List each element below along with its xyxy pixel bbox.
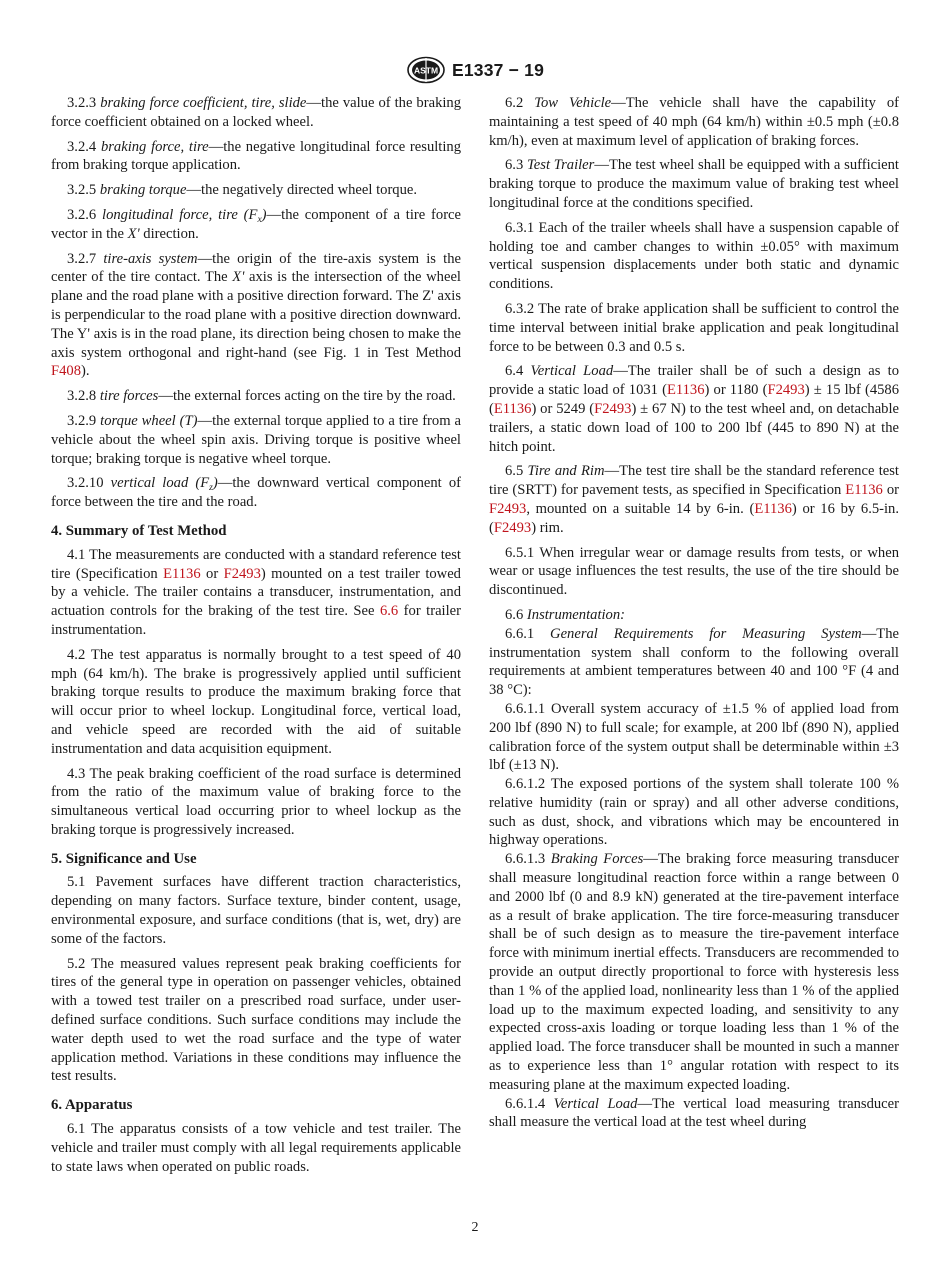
reference-link[interactable]: E1136 <box>163 565 201 582</box>
paragraph-6-5-1: 6.5.1 When irregular wear or damage results from tests, or when wear or usage influences the test results, the use of the tire should be discontinued. <box>489 544 899 599</box>
term: tire-axis system <box>103 250 198 267</box>
paragraph-6-3-1: 6.3.1 Each of the trailer wheels shall have a suspension capable of holding toe and camber changes to within ±0.05° with maximum vertical suspension displacements under both static and dynamic conditions. <box>489 219 899 293</box>
paragraph-3-2-7: 3.2.7 tire-axis system—the origin of the tire-axis system is the center of the tire contact. The X' axis is the intersection of the wheel plane and the road plane with a positive direction forward. The Z' axis is perpendicular to the road plane with a positive direction downward. The Y' axis is in the road plane, its direction being chosen to make the axis system orthogonal and right-hand (see Fig. 1 in Test Method F408). <box>51 250 461 380</box>
section-heading-5: 5. Significance and Use <box>51 850 197 867</box>
paragraph-5-2: 5.2 The measured values represent peak braking coefficients for tires of the general type in operation on passenger vehicles, obtained with a towed test trailer on a prescribed road surface, under user-defined surface conditions. Such surface conditions may include the water depth used to wet the road surface and the type of water application method. Variations in these conditions may influence the test results. <box>51 955 461 1085</box>
paragraph-5-1: 5.1 Pavement surfaces have different traction characteristics, depending on many factors. Surface texture, binder content, usage, environmental exposure, and surface conditions (that is, wet, dry) are some of the factors. <box>51 874 461 947</box>
term: braking force, tire <box>100 138 209 155</box>
paragraph-3-2-8: 3.2.8 tire forces—the external forces acting on the tire by the road. <box>67 388 456 405</box>
term: Tow Vehicle <box>534 95 612 111</box>
reference-link[interactable]: F2493 <box>767 382 805 399</box>
paragraph-3-2-5: 3.2.5 braking torque—the negatively directed wheel torque. <box>67 182 418 199</box>
paragraph-3-2-6: 3.2.6 longitudinal force, tire $(F_x)—the$ component of a tire force vector in the X' direction. <box>51 206 462 242</box>
paragraph-4-2: 4.2 The test apparatus is normally brought to a test speed of 40 mph (64 km/h). The brake is progressively applied until sufficient braking torque results to produce the maximum braking force that will occur prior to wheel lockup. Longitudinal force, vertical load, and vehicle speed are recorded with the aid of suitable instrumentation and data acquisition equipment. <box>51 646 461 757</box>
page-number: 2 <box>471 1220 479 1235</box>
document-id: E1337 − 19 <box>451 59 544 80</box>
astm-logo-icon <box>406 56 446 84</box>
reference-link[interactable]: F2493 <box>594 400 632 417</box>
left-column <box>51 94 461 1176</box>
paragraph-6-6-1-3: 6.6.1.3 Braking Forces—The braking force measuring transducer shall measure longitudinal reaction force within a range between 0 and 2000 lbf (0 and 8.9 kN) generated at the tire-pavement interface as a result of brake application. The tire force-measuring transducer shall be of such design as to measure the tire-pavement interface force with minimum inertial effects. Transducers are recommended to provide an output directly proportional to force with hysteresis less than 1 % of the applied load, nonlinearity less than 1 % of the applied load up to the maximum expected loading, and sensitivity to any expected cross-axis loading or torque loading less than 1 % of the applied load. The force transducer shall be mounted in such a manner as to experience less than 1° angular rotation with respect to its measuring plane at the maximum expected loading. <box>489 851 899 1093</box>
paragraph-4-1: 4.1 The measurements are conducted with a standard reference test tire (Specification E1136 or F2493) mounted on a test trailer towed by a vehicle. The trailer contains a transducer, instrumentation, and actuation controls for the braking of the test tire. See 6.6 for trailer instrumentation. <box>51 546 461 638</box>
term: Vertical Load <box>553 1095 638 1112</box>
term: Vertical Load <box>530 363 614 380</box>
term: Instrumentation: <box>526 606 626 623</box>
term: braking torque <box>99 182 187 199</box>
section-heading-4: 4. Summary of Test Method <box>51 522 227 539</box>
paragraph-4-3: 4.3 The peak braking coefficient of the road surface is determined from the ratio of the maximum value of braking force to the simultaneous vertical load occurring prior to wheel lockup as the braking torque is progressively increased. <box>51 765 461 838</box>
reference-link[interactable]: E1136 <box>666 382 705 399</box>
reference-link[interactable]: F2493 <box>489 500 527 517</box>
page-header <box>0 55 950 85</box>
paragraph-3-2-3: 3.2.3 braking force coefficient, tire, slide—the value of the braking force coefficient obtained on a locked wheel. <box>51 95 462 130</box>
term: Test Trailer <box>527 157 595 174</box>
paragraph-6-3: 6.3 Test Trailer—The test wheel shall be equipped with a sufficient braking torque to produce the maximum value of braking test wheel longitudinal force at the conditions specified. <box>489 157 899 211</box>
term: tire forces <box>99 388 159 405</box>
paragraph-6-6-1-2: 6.6.1.2 The exposed portions of the system shall tolerate 100 % relative humidity (rain or spray) and all other adverse conditions, such as dust, shock, and vibrations which may be encountered in highway operations. <box>489 776 899 849</box>
term: Braking Forces <box>550 851 644 868</box>
reference-link[interactable]: F2493 <box>223 565 261 582</box>
paragraph-3-2-4: 3.2.4 braking force, tire—the negative longitudinal force resulting from braking torque application. <box>51 138 461 174</box>
paragraph-6-6: 6.6 Instrumentation: <box>505 606 626 623</box>
reference-link[interactable]: E1136 <box>845 482 883 499</box>
paragraph-3-2-10: 3.2.10 vertical load $(F_z)—the$ downward vertical component of force between the tire and the road. <box>51 475 462 511</box>
term: General Requirements for Measuring System <box>550 625 862 642</box>
section-heading-6: 6. Apparatus <box>51 1097 133 1114</box>
reference-link[interactable]: F2493 <box>493 519 532 536</box>
term: vertical load $(F_z)$ <box>110 475 218 494</box>
paragraph-6-3-2: 6.3.2 The rate of brake application shall be sufficient to control the time interval between initial brake application and peak longitudinal force to be between 0.3 and 0.5 s. <box>489 300 899 355</box>
paragraph-6-6-1: 6.6.1 General Requirements for Measuring System—The instrumentation system shall conform to the following overall requirements at ambient temperatures between 40 and 100 °F (4 and 38 °C): <box>489 625 899 699</box>
term: torque wheel (T) <box>100 412 198 429</box>
paragraph-6-6-1-4: 6.6.1.4 Vertical Load—The vertical load measuring transducer shall measure the vertical load at the test wheel during <box>489 1095 899 1131</box>
astm-logo-text: ASTM <box>413 65 439 76</box>
paragraph-6-6-1-1: 6.6.1.1 Overall system accuracy of ±1.5 % of applied load from 200 lbf (890 N) to full scale; for example, at 200 lbf (890 N), applied calibration force of the system output shall be determinable within ±3 lbf (±13 N). <box>489 700 899 774</box>
right-column <box>489 94 899 1132</box>
paragraph-6-2: 6.2 Tow Vehicle—The vehicle shall have the capability of maintaining a test speed of 40 mph (64 km/h) within ±0.5 mph (±0.8 km/h), even at maximum level of application of braking forces. <box>489 95 899 149</box>
paragraph-3-2-9: 3.2.9 torque wheel (T)—the external torque applied to a tire from a vehicle about the wheel spin axis. Driving torque is positive wheel torque; braking torque is negative wheel torque. <box>51 412 462 467</box>
paragraph-6-5: 6.5 Tire and Rim—The test tire shall be the standard reference test tire (SRTT) for pavement tests, as specified in Specification E1136 or F2493, mounted on a suitable 14 by 6-in. (E1136) or 16 by 6.5-in. (F2493) rim. <box>489 463 900 536</box>
reference-link[interactable]: E1136 <box>493 400 532 417</box>
paragraph-6-4: 6.4 Vertical Load—The trailer shall be of such a design as to provide a static load of 1031 (E1136) or 1180 (F2493) ± 15 lbf (4586 (E1136) or 5249 (F2493) ± 67 N) to the test wheel and, on detachable trailers, a static down load of 100 to 200 lbf (445 to 890 N) at the hitch point. <box>489 363 900 455</box>
term: Tire and Rim <box>527 463 605 480</box>
reference-link[interactable]: 6.6 <box>379 603 399 620</box>
term: longitudinal force, tire $(F_x)$ <box>102 206 267 225</box>
reference-link[interactable]: F408 <box>51 363 82 380</box>
reference-link[interactable]: E1136 <box>754 500 792 517</box>
term: braking force coefficient, tire, slide <box>100 95 307 111</box>
paragraph-6-1: 6.1 The apparatus consists of a tow vehicle and test trailer. The vehicle and trailer must comply with all legal requirements applicable to state laws when operated on public roads. <box>51 1121 461 1175</box>
